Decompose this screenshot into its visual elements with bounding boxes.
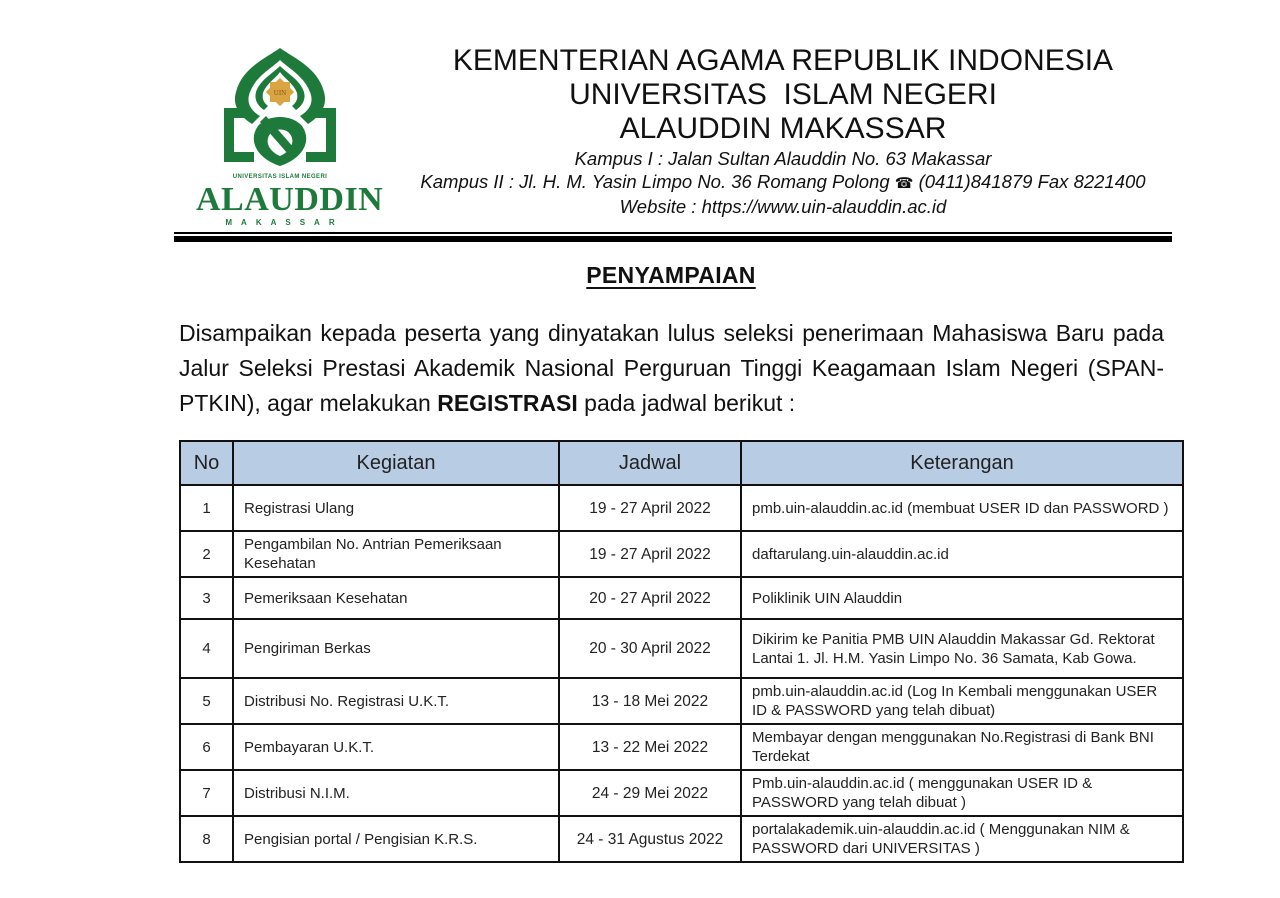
row-jadwal: 19 - 27 April 2022	[559, 485, 741, 531]
row-keterangan: Dikirim ke Panitia PMB UIN Alauddin Makassar Gd. Rektorat Lantai 1. Jl. H.M. Yasin Limpo No. 36 Samata, Kab Gowa.	[741, 619, 1183, 678]
row-no: 6	[180, 724, 233, 770]
row-kegiatan: Registrasi Ulang	[233, 485, 559, 531]
header-no: No	[180, 441, 233, 485]
campus-1-address: Kampus I : Jalan Sultan Alauddin No. 63 Makassar	[574, 148, 992, 169]
row-no: 5	[180, 678, 233, 724]
row-jadwal: 24 - 31 Agustus 2022	[559, 816, 741, 862]
row-kegiatan: Pemeriksaan Kesehatan	[233, 577, 559, 619]
row-keterangan: Pmb.uin-alauddin.ac.id ( menggunakan USER ID & PASSWORD yang telah dibuat )	[741, 770, 1183, 816]
university-logo	[196, 44, 384, 227]
row-no: 7	[180, 770, 233, 816]
row-kegiatan: Pengiriman Berkas	[233, 619, 559, 678]
campus-2-text: Kampus II : Jl. H. M. Yasin Limpo No. 36 Romang Polong	[420, 171, 895, 192]
ministry-name: KEMENTERIAN AGAMA REPUBLIK INDONESIA	[452, 44, 1114, 77]
row-kegiatan: Pembayaran U.K.T.	[233, 724, 559, 770]
header-divider-thick	[174, 236, 1172, 242]
row-no: 2	[180, 531, 233, 577]
table-row	[180, 678, 1183, 724]
table-row	[180, 619, 1183, 678]
row-kegiatan: Pengambilan No. Antrian Pemeriksaan Kesehatan	[233, 531, 559, 577]
letterhead-text	[385, 44, 1181, 218]
table-row	[180, 724, 1183, 770]
row-no: 8	[180, 816, 233, 862]
uin-emblem-icon	[196, 44, 364, 174]
table-row	[180, 816, 1183, 862]
table-row	[180, 531, 1183, 577]
table-row	[180, 577, 1183, 619]
intro-text-after: pada jadwal berikut :	[577, 390, 796, 416]
website-link[interactable]: Website : https://www.uin-alauddin.ac.id	[619, 196, 947, 217]
logo-small-text: UNIVERSITAS ISLAM NEGERI	[232, 174, 328, 180]
row-jadwal: 13 - 22 Mei 2022	[559, 724, 741, 770]
row-no: 1	[180, 485, 233, 531]
svg-text:UIN: UIN	[273, 89, 287, 97]
phone-fax-text: (0411)841879 Fax 8221400	[913, 171, 1146, 192]
row-keterangan: Poliklinik UIN Alauddin	[741, 577, 1183, 619]
row-keterangan: pmb.uin-alauddin.ac.id (membuat USER ID dan PASSWORD )	[741, 485, 1183, 531]
intro-text-before: Disampaikan kepada peserta yang dinyatakan lulus seleksi penerimaan Mahasiswa Baru pada Jalur Seleksi Prestasi Akademik Nasional Perguruan Tinggi Keagamaan Islam Negeri (SPAN-PTKIN), agar melakukan	[179, 320, 1164, 416]
table-header-row	[180, 441, 1183, 485]
header-kegiatan: Kegiatan	[233, 441, 559, 485]
table-row	[180, 485, 1183, 531]
row-keterangan: portalakademik.uin-alauddin.ac.id ( Menggunakan NIM & PASSWORD dari UNIVERSITAS )	[741, 816, 1183, 862]
document-title: PENYAMPAIAN	[586, 262, 756, 288]
row-jadwal: 20 - 30 April 2022	[559, 619, 741, 678]
row-no: 3	[180, 577, 233, 619]
row-keterangan: Membayar dengan menggunakan No.Registrasi di Bank BNI Terdekat	[741, 724, 1183, 770]
row-jadwal: 20 - 27 April 2022	[559, 577, 741, 619]
logo-city: MAKASSAR	[225, 218, 344, 227]
row-kegiatan: Distribusi N.I.M.	[233, 770, 559, 816]
header-divider-thin	[174, 232, 1172, 234]
row-jadwal: 13 - 18 Mei 2022	[559, 678, 741, 724]
campus-2-address	[385, 170, 1181, 195]
header-keterangan: Keterangan	[741, 441, 1183, 485]
table-row	[180, 770, 1183, 816]
row-kegiatan: Distribusi No. Registrasi U.K.T.	[233, 678, 559, 724]
telephone-icon: ☎	[894, 175, 914, 192]
intro-bold-registrasi: REGISTRASI	[437, 390, 578, 416]
row-keterangan: daftarulang.uin-alauddin.ac.id	[741, 531, 1183, 577]
university-location: ALAUDDIN MAKASSAR	[619, 112, 947, 145]
row-kegiatan: Pengisian portal / Pengisian K.R.S.	[233, 816, 559, 862]
intro-paragraph	[179, 316, 1164, 421]
university-name: UNIVERSITAS ISLAM NEGERI	[569, 78, 997, 111]
row-jadwal: 19 - 27 April 2022	[559, 531, 741, 577]
header-jadwal: Jadwal	[559, 441, 741, 485]
registration-schedule-table	[179, 440, 1184, 863]
row-jadwal: 24 - 29 Mei 2022	[559, 770, 741, 816]
row-keterangan: pmb.uin-alauddin.ac.id (Log In Kembali menggunakan USER ID & PASSWORD yang telah dibuat)	[741, 678, 1183, 724]
logo-name: ALAUDDIN	[196, 181, 384, 218]
row-no: 4	[180, 619, 233, 678]
